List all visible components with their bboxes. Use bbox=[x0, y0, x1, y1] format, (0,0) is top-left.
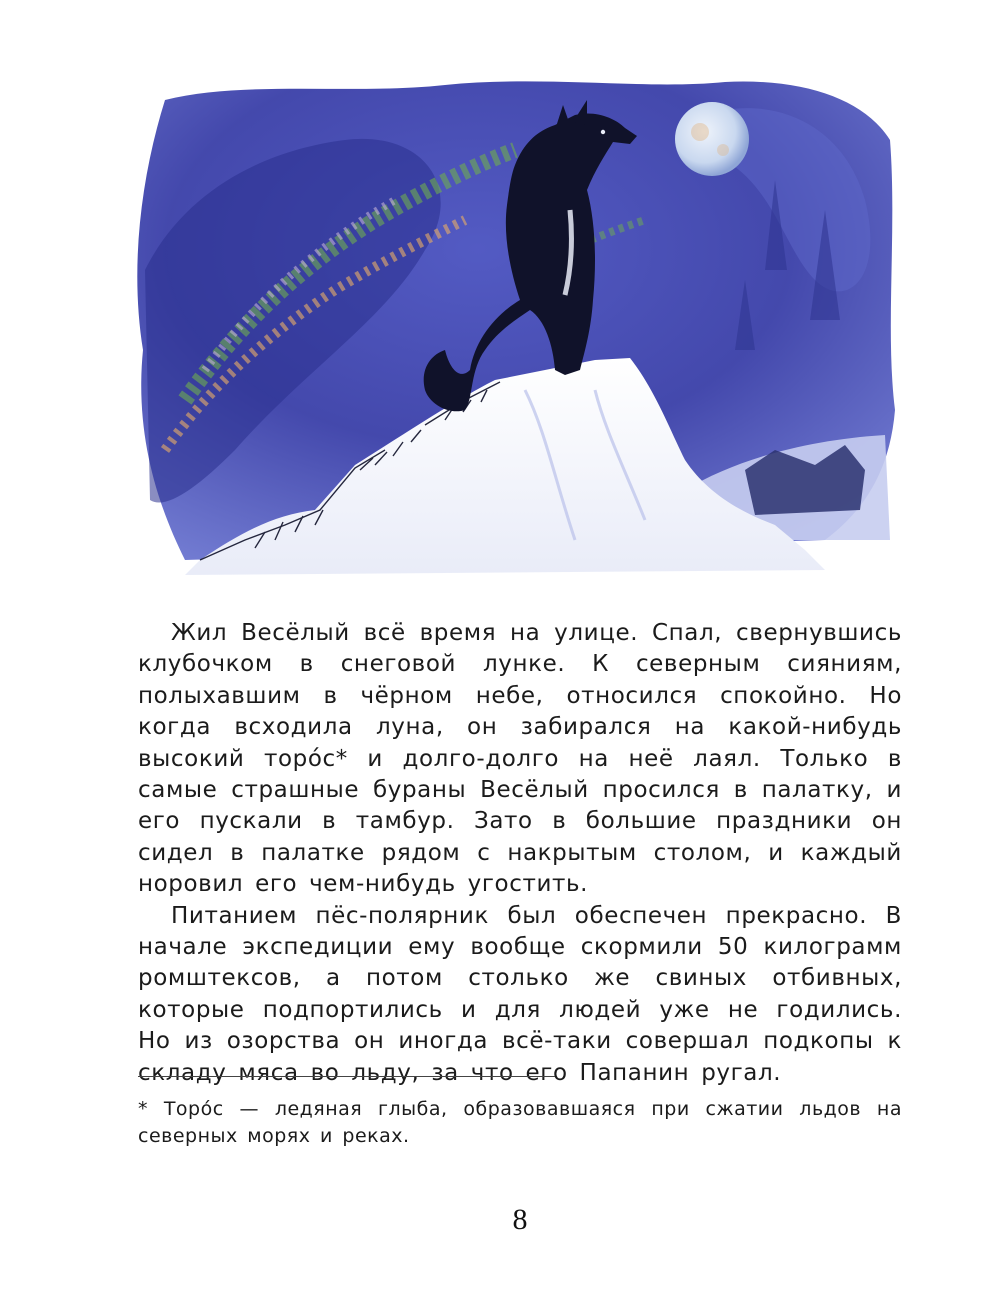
footnote-divider bbox=[138, 1076, 555, 1077]
paragraph-1: Жил Весёлый всё время на улице. Спал, свернувшись клубочком в снеговой лунке. К северным сияниям, полыхавшим в чёрном небе, относился спокойно. Но когда всходила луна, он забирался на какой-нибудь высокий торóс* и долго-долго на неё лаял. Только в самые страшные бураны Весёлый просился в палатку, и его пускали в тамбур. Зато в большие праздники он сидел в палатке рядом с накрытым столом, и каждый норовил его чем-нибудь угостить. bbox=[138, 620, 902, 898]
page-number: 8 bbox=[512, 1203, 528, 1236]
footnote: * Торóс — ледяная глыба, образовавшаяся при сжатии льдов на северных морях и реках. bbox=[138, 1098, 902, 1147]
moon bbox=[675, 102, 749, 176]
illustration-dog-howling-at-moon bbox=[125, 70, 900, 580]
story-text bbox=[138, 618, 902, 1089]
paragraph-2: Питанием пёс-полярник был обеспечен прекрасно. В начале экспедиции ему вообще скормили 50 килограмм ромштексов, а потом столько же свиных отбивных, которые подпортились и для людей уже не годились. Но из озорства он иногда всё-таки совершал подкопы к складу мяса во льду, за что его Папанин ругал. bbox=[138, 902, 902, 1086]
